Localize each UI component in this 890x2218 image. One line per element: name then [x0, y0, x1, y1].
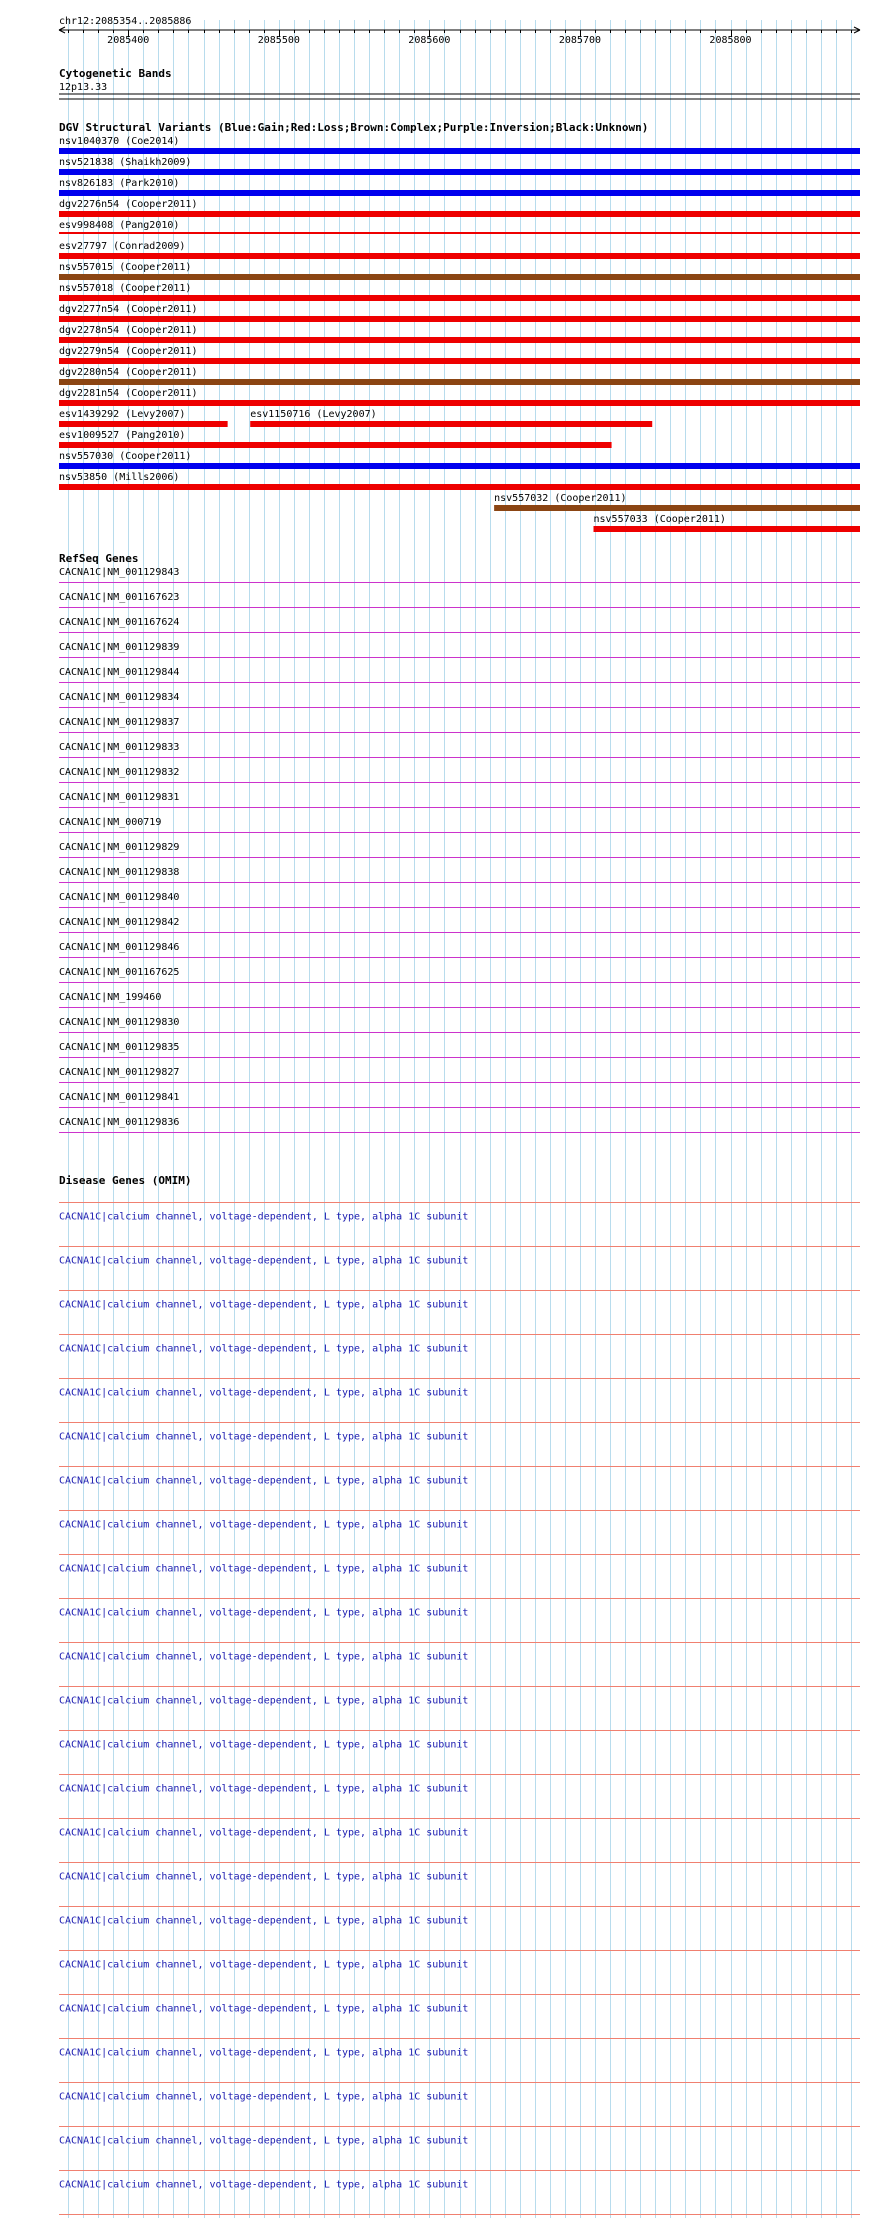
omim-feature-label: CACNA1C|calcium channel, voltage-dependent, L type, alpha 1C subunit [59, 1431, 469, 1443]
omim-feature-label: CACNA1C|calcium channel, voltage-dependent, L type, alpha 1C subunit [59, 1827, 469, 1839]
ruler-tick-label: 2085700 [558, 35, 602, 46]
dgv-variant-bar [250, 421, 652, 427]
dgv-variant-label: dgv2276n54 (Cooper2011) [59, 199, 198, 210]
refseq-gene-label: CACNA1C|NM_001167625 [59, 967, 180, 978]
refseq-gene-label: CACNA1C|NM_001129830 [59, 1017, 180, 1028]
dgv-track [59, 121, 860, 532]
dgv-variant-label: esv1439292 (Levy2007) [59, 409, 186, 420]
dgv-variant-bar [59, 232, 860, 234]
refseq-gene-label: CACNA1C|NM_001129832 [59, 767, 180, 778]
dgv-variant-bar [494, 505, 860, 511]
refseq-gene-label: CACNA1C|NM_001129840 [59, 892, 180, 903]
dgv-variant-label: dgv2278n54 (Cooper2011) [59, 325, 198, 336]
dgv-variant-bar [59, 421, 228, 427]
dgv-features [59, 136, 860, 532]
omim-feature-label: CACNA1C|calcium channel, voltage-dependent, L type, alpha 1C subunit [59, 1563, 469, 1575]
omim-feature-label: CACNA1C|calcium channel, voltage-dependent, L type, alpha 1C subunit [59, 2003, 469, 2015]
dgv-variant-bar [59, 148, 860, 154]
cytoband-title: Cytogenetic Bands [59, 67, 172, 80]
omim-track [59, 1174, 860, 2218]
refseq-gene-label: CACNA1C|NM_000719 [59, 817, 162, 828]
dgv-variant-label: nsv557030 (Cooper2011) [59, 451, 192, 462]
ruler [59, 16, 860, 46]
omim-feature-label: CACNA1C|calcium channel, voltage-dependent, L type, alpha 1C subunit [59, 1607, 469, 1619]
omim-features [59, 1203, 860, 2218]
dgv-variant-bar [594, 526, 860, 532]
dgv-variant-label: nsv53850 (Mills2006) [59, 472, 180, 483]
omim-feature-label: CACNA1C|calcium channel, voltage-dependent, L type, alpha 1C subunit [59, 1475, 469, 1487]
omim-feature-label: CACNA1C|calcium channel, voltage-dependent, L type, alpha 1C subunit [59, 2135, 469, 2147]
refseq-gene-label: CACNA1C|NM_001129843 [59, 567, 180, 578]
omim-feature-label: CACNA1C|calcium channel, voltage-dependent, L type, alpha 1C subunit [59, 1695, 469, 1707]
dgv-variant-label: dgv2280n54 (Cooper2011) [59, 367, 198, 378]
refseq-gene-label: CACNA1C|NM_001129841 [59, 1092, 180, 1103]
dgv-variant-label: nsv557033 (Cooper2011) [593, 514, 726, 525]
dgv-variant-bar [59, 316, 860, 322]
refseq-gene-label: CACNA1C|NM_001129842 [59, 917, 180, 928]
dgv-variant-bar [59, 337, 860, 343]
refseq-gene-label: CACNA1C|NM_001129839 [59, 642, 180, 653]
refseq-title: RefSeq Genes [59, 552, 139, 565]
dgv-variant-label: dgv2277n54 (Cooper2011) [59, 304, 198, 315]
omim-feature-label: CACNA1C|calcium channel, voltage-dependent, L type, alpha 1C subunit [59, 1651, 469, 1663]
dgv-variant-bar [59, 358, 860, 364]
omim-feature-label: CACNA1C|calcium channel, voltage-dependent, L type, alpha 1C subunit [59, 1959, 469, 1971]
dgv-variant-bar [59, 274, 860, 280]
refseq-gene-label: CACNA1C|NM_001129844 [59, 667, 180, 678]
refseq-gene-label: CACNA1C|NM_001129838 [59, 867, 180, 878]
dgv-variant-bar [59, 463, 860, 469]
omim-feature-label: CACNA1C|calcium channel, voltage-dependent, L type, alpha 1C subunit [59, 1299, 469, 1311]
dgv-variant-bar [59, 400, 860, 406]
refseq-features [59, 567, 860, 1133]
omim-feature-label: CACNA1C|calcium channel, voltage-dependent, L type, alpha 1C subunit [59, 1739, 469, 1751]
dgv-variant-label: nsv557032 (Cooper2011) [494, 493, 627, 504]
omim-feature-label: CACNA1C|calcium channel, voltage-dependent, L type, alpha 1C subunit [59, 2047, 469, 2059]
refseq-gene-label: CACNA1C|NM_001129837 [59, 717, 180, 728]
cytoband-track [59, 67, 860, 99]
ruler-tick-label: 2085800 [709, 35, 752, 46]
dgv-variant-label: nsv557015 (Cooper2011) [59, 262, 192, 273]
omim-feature-label: CACNA1C|calcium channel, voltage-dependent, L type, alpha 1C subunit [59, 2179, 469, 2191]
refseq-gene-label: CACNA1C|NM_001167623 [59, 592, 180, 603]
refseq-gene-label: CACNA1C|NM_001129831 [59, 792, 180, 803]
ruler-tick-label: 2085600 [408, 35, 451, 46]
dgv-variant-bar [59, 169, 860, 175]
dgv-variant-label: esv1150716 (Levy2007) [250, 409, 377, 420]
refseq-gene-label: CACNA1C|NM_001167624 [59, 617, 180, 628]
dgv-variant-label: esv27797 (Conrad2009) [59, 241, 186, 252]
dgv-variant-label: dgv2281n54 (Cooper2011) [59, 388, 198, 399]
omim-feature-label: CACNA1C|calcium channel, voltage-dependent, L type, alpha 1C subunit [59, 1387, 469, 1399]
refseq-gene-label: CACNA1C|NM_001129827 [59, 1067, 180, 1078]
dgv-variant-label: esv998408 (Pang2010) [59, 220, 180, 231]
cytoband-label: 12p13.33 [59, 82, 108, 93]
omim-feature-label: CACNA1C|calcium channel, voltage-dependent, L type, alpha 1C subunit [59, 1519, 469, 1531]
ruler-tick-label: 2085500 [257, 35, 300, 46]
location-label: chr12:2085354..2085886 [59, 16, 192, 27]
dgv-variant-label: esv1009527 (Pang2010) [59, 430, 186, 441]
omim-feature-label: CACNA1C|calcium channel, voltage-dependent, L type, alpha 1C subunit [59, 1915, 469, 1927]
refseq-gene-label: CACNA1C|NM_001129834 [59, 692, 180, 703]
dgv-variant-bar [59, 253, 860, 259]
omim-feature-label: CACNA1C|calcium channel, voltage-dependent, L type, alpha 1C subunit [59, 1343, 469, 1355]
dgv-variant-label: dgv2279n54 (Cooper2011) [59, 346, 198, 357]
refseq-gene-label: CACNA1C|NM_001129846 [59, 942, 180, 953]
omim-feature-label: CACNA1C|calcium channel, voltage-dependent, L type, alpha 1C subunit [59, 1783, 469, 1795]
refseq-gene-label: CACNA1C|NM_001129833 [59, 742, 180, 753]
omim-feature-label: CACNA1C|calcium channel, voltage-dependent, L type, alpha 1C subunit [59, 2091, 469, 2103]
dgv-variant-bar [59, 484, 860, 490]
dgv-variant-bar [59, 211, 860, 217]
dgv-variant-bar [59, 442, 612, 448]
dgv-variant-bar [59, 295, 860, 301]
dgv-variant-label: nsv557018 (Cooper2011) [59, 283, 192, 294]
dgv-variant-bar [59, 379, 860, 385]
dgv-variant-bar [59, 190, 860, 196]
omim-feature-label: CACNA1C|calcium channel, voltage-dependent, L type, alpha 1C subunit [59, 1871, 469, 1883]
refseq-gene-label: CACNA1C|NM_001129835 [59, 1042, 180, 1053]
omim-feature-label: CACNA1C|calcium channel, voltage-dependent, L type, alpha 1C subunit [59, 1255, 469, 1267]
dgv-title: DGV Structural Variants (Blue:Gain;Red:Loss;Brown:Complex;Purple:Inversion;Black:Unknown) [59, 121, 649, 134]
dgv-variant-label: nsv521838 (Shaikh2009) [59, 157, 192, 168]
refseq-gene-label: CACNA1C|NM_001129836 [59, 1117, 180, 1128]
dgv-variant-label: nsv826183 (Park2010) [59, 178, 180, 189]
refseq-track [59, 552, 860, 1133]
refseq-gene-label: CACNA1C|NM_199460 [59, 992, 162, 1003]
omim-feature-label: CACNA1C|calcium channel, voltage-dependent, L type, alpha 1C subunit [59, 1211, 469, 1223]
omim-title: Disease Genes (OMIM) [59, 1174, 192, 1187]
refseq-gene-label: CACNA1C|NM_001129829 [59, 842, 180, 853]
ruler-tick-label: 2085400 [107, 35, 150, 46]
dgv-variant-label: nsv1040370 (Coe2014) [59, 136, 180, 147]
